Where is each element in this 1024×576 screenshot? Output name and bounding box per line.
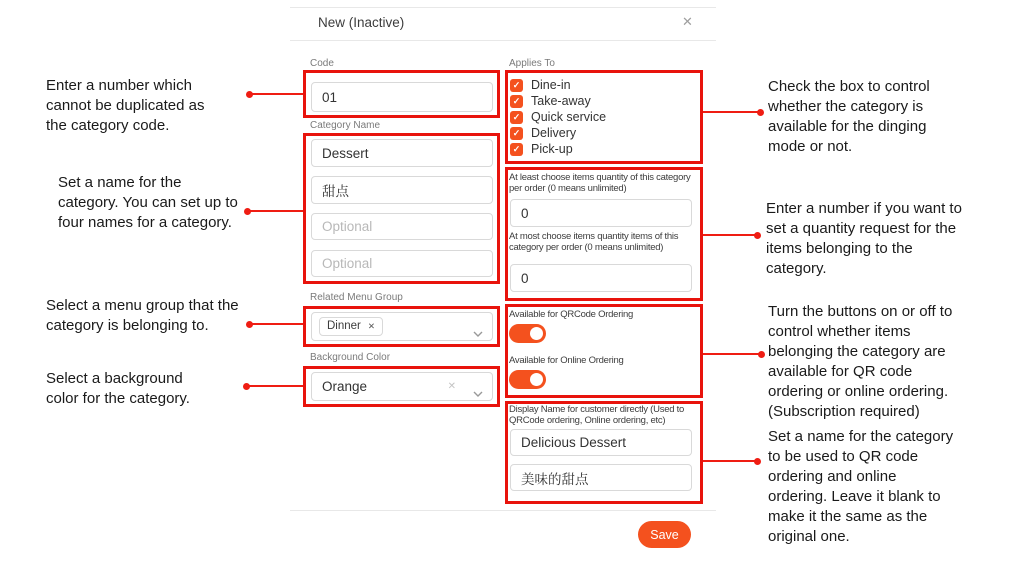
highlight-box-code xyxy=(303,70,500,118)
clear-icon[interactable]: ✕ xyxy=(447,381,456,392)
checkbox-checked-icon: ✓ xyxy=(510,111,523,124)
annotation-toggles: Turn the buttons on or off to control whether items belonging the category are available for QR code ordering or online ordering. (Subscription required) xyxy=(768,303,953,420)
qrcode-toggle-label: Available for QRCode Ordering xyxy=(509,309,634,320)
online-toggle-label: Available for Online Ordering xyxy=(509,355,624,366)
background-color-value: Orange xyxy=(322,379,368,394)
connector-code xyxy=(249,93,303,95)
annotation-menu-group: Select a menu group that the category is belonging to. xyxy=(46,297,239,334)
modal-top-border xyxy=(290,7,716,8)
checkbox-label: Dine-in xyxy=(531,78,571,92)
modal-footer-divider xyxy=(290,510,716,511)
annotation-applies-to: Check the box to control whether the category is available for the dinging mode or not. xyxy=(768,78,930,155)
checkbox-label: Quick service xyxy=(531,110,607,124)
checkbox-checked-icon: ✓ xyxy=(510,143,523,156)
menu-group-tag-label: Dinner xyxy=(327,320,361,332)
annotation-background-color: Select a background color for the category. xyxy=(46,370,190,407)
connector-applies-to xyxy=(703,111,761,113)
max-quantity-label: At most choose items quantity items of this category per order (0 means unlimited) xyxy=(509,231,679,253)
modal-title: New (Inactive) xyxy=(318,15,405,30)
checkbox-checked-icon: ✓ xyxy=(510,79,523,92)
connector-background-color xyxy=(246,385,303,387)
annotation-display-name: Set a name for the category to be used to QR code ordering and online ordering. Leave it blank to make it the same as the original one. xyxy=(768,428,954,545)
display-name-label: Display Name for customer directly (Used to QRCode ordering, Online ordering, etc) xyxy=(509,404,685,426)
save-button[interactable]: Save xyxy=(638,521,691,548)
applies-to-label: Applies To xyxy=(509,58,555,69)
modal-header-divider xyxy=(290,40,716,41)
checkbox-label: Delivery xyxy=(531,126,577,140)
checkbox-checked-icon: ✓ xyxy=(510,127,523,140)
tag-remove-icon[interactable]: ✕ xyxy=(367,320,376,331)
highlight-box-display-name xyxy=(505,401,703,504)
close-icon[interactable]: ✕ xyxy=(682,14,693,29)
annotation-quantity: Enter a number if you want to set a quantity request for the items belonging to the category. xyxy=(766,200,962,277)
checkbox-checked-icon: ✓ xyxy=(510,95,523,108)
highlight-box-applies-to xyxy=(505,70,703,164)
code-label: Code xyxy=(310,58,334,69)
min-quantity-label: At least choose items quantity of this category per order (0 means unlimited) xyxy=(509,172,691,194)
highlight-box-toggles xyxy=(505,304,703,398)
related-menu-group-label: Related Menu Group xyxy=(310,292,403,303)
checkbox-label: Take-away xyxy=(531,94,591,108)
highlight-box-menu-group xyxy=(303,306,500,347)
highlight-box-background-color xyxy=(303,366,500,407)
connector-quantity xyxy=(703,234,758,236)
highlight-box-category-name xyxy=(303,133,500,284)
highlight-box-quantity xyxy=(505,167,703,301)
connector-menu-group xyxy=(249,323,303,325)
connector-display-name xyxy=(703,460,758,462)
checkbox-label: Pick-up xyxy=(531,142,573,156)
background-color-label: Background Color xyxy=(310,352,391,363)
annotation-category-name: Set a name for the category. You can set up to four names for a category. xyxy=(58,174,238,231)
connector-category-name xyxy=(247,210,303,212)
category-name-label: Category Name xyxy=(310,120,381,131)
connector-toggles xyxy=(703,353,762,355)
annotation-code: Enter a number which cannot be duplicated as the category code. xyxy=(46,77,205,134)
